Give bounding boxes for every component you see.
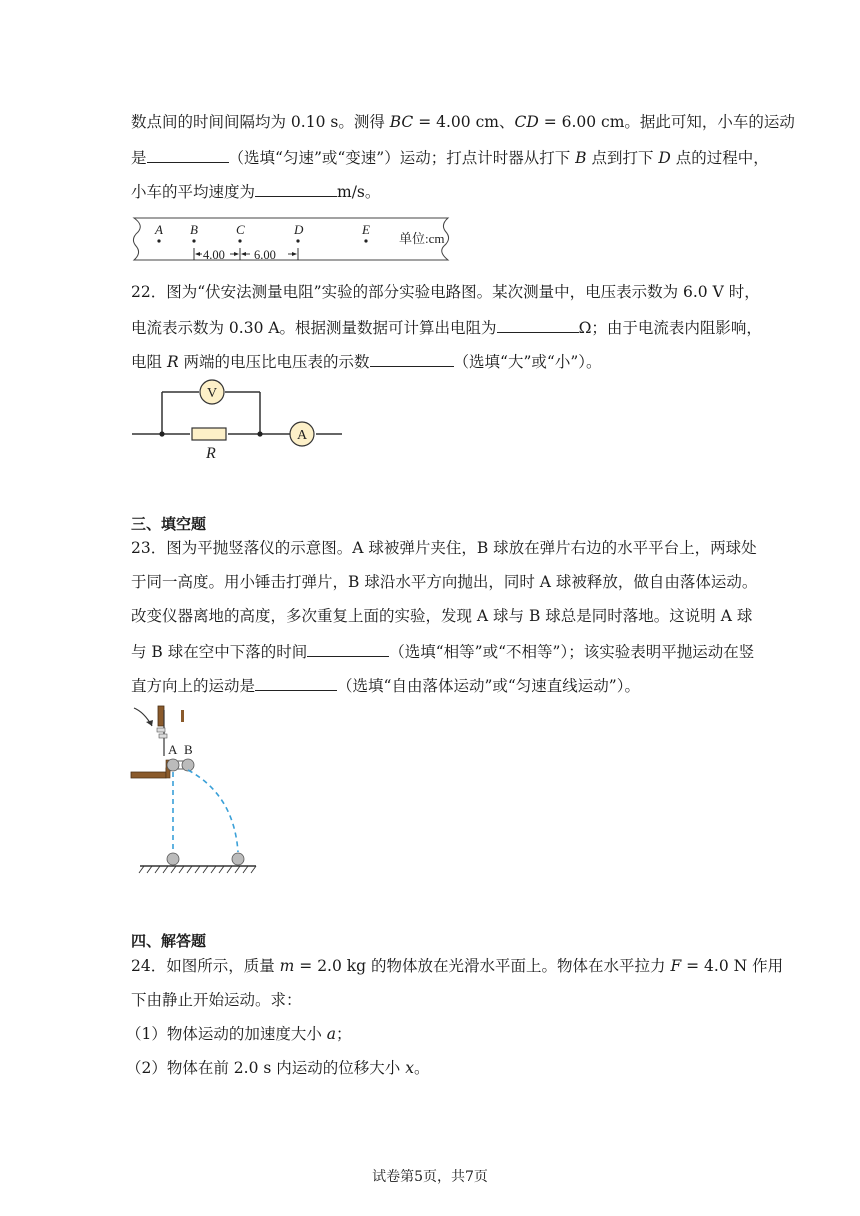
- q23-line-1: 23．图为平抛竖落仪的示意图。A 球被弹片夹住，B 球放在弹片右边的水平平台上，两球处: [131, 539, 757, 557]
- tape-label-e: E: [362, 222, 370, 237]
- tape-dot-e: [364, 239, 367, 242]
- platform-base: [131, 768, 170, 778]
- tape-dot-c: [238, 239, 241, 242]
- q23-line-2: 于同一高度。用小锤击打弹片，B 球沿水平方向抛出，同时 A 球被释放，做自由落体运动。: [131, 573, 758, 591]
- tape-dot-b: [192, 239, 195, 242]
- q22-line-1: 22．图为“伏安法测量电阻”实验的部分实验电路图。某次测量中，电压表示数为 6.0 V 时，: [131, 283, 760, 301]
- q21-line-3: 小车的平均速度为 m/s。: [131, 180, 380, 202]
- q24-subquestion-2: （2）物体在前 2.0 s 内运动的位移大小 x。: [126, 1059, 430, 1077]
- ticker-tape-figure: [126, 212, 456, 270]
- resistor-symbol: [192, 428, 226, 440]
- tape-dim-bc: 4.00: [203, 248, 225, 262]
- answer-blank-resistance[interactable]: [497, 316, 579, 333]
- tape-label-a: A: [155, 222, 163, 237]
- answer-blank-voltage[interactable]: [370, 350, 454, 367]
- q23-line-5: 直方向上的运动是 （选填“自由落体运动”或“匀速直线运动”）。: [131, 674, 640, 696]
- circuit-diagram: [128, 376, 348, 466]
- q22-line-3: 电阻 R 两端的电压比电压表的示数 （选填“大”或“小”）。: [131, 350, 602, 372]
- ball-a-top: [167, 759, 179, 771]
- ball-b-landed: [232, 853, 244, 865]
- q24-line-2: 下由静止开始运动。求：: [131, 991, 302, 1009]
- tape-dot-d: [296, 239, 299, 242]
- ball-b-top: [182, 759, 194, 771]
- q21-line-2: 是 （选填“匀速”或“变速”）运动；打点计时器从打下 B 点到打下 D 点的过程中，: [131, 146, 769, 168]
- section-title-fill-in: 三、填空题: [131, 515, 207, 533]
- resistor-label: R: [206, 445, 216, 462]
- tape-dim-cd: 6.00: [254, 248, 276, 262]
- tape-unit-label: 单位:cm: [399, 231, 445, 246]
- answer-blank-motion[interactable]: [147, 146, 229, 163]
- projectile-apparatus-figure: [126, 700, 266, 882]
- answer-blank-vertical-motion[interactable]: [255, 674, 337, 691]
- ball-b-label: B: [184, 742, 193, 757]
- q23-line-3: 改变仪器离地的高度，多次重复上面的实验，发现 A 球与 B 球总是同时落地。这说明 A 球: [131, 607, 753, 625]
- hammer-handle: [158, 706, 164, 726]
- q24-line-1: 24．如图所示，质量 m = 2.0 kg 的物体放在光滑水平面上。物体在水平拉力 F = 4.0 N 作用: [131, 957, 784, 975]
- section-title-problems: 四、解答题: [131, 932, 207, 950]
- voltmeter-label: V: [206, 386, 218, 401]
- q24-subquestion-1: （1）物体运动的加速度大小 a；: [126, 1025, 352, 1043]
- q23-line-4: 与 B 球在空中下落的时间 （选填“相等”或“不相等”）；该实验表明平抛运动在竖: [131, 640, 754, 662]
- q21-line-1: 数点间的时间间隔均为 0.10 s。测得 BC = 4.00 cm、CD = 6.00 cm。据此可知，小车的运动: [131, 113, 795, 131]
- tape-label-c: C: [236, 222, 245, 237]
- tape-label-b: B: [190, 222, 198, 237]
- tape-label-d: D: [294, 222, 304, 237]
- tape-dot-a: [157, 239, 160, 242]
- answer-blank-speed[interactable]: [255, 180, 337, 197]
- circuit-node-right: [257, 431, 262, 436]
- page-footer: 试卷第5页，共7页: [372, 1169, 488, 1185]
- answer-blank-time[interactable]: [307, 640, 389, 657]
- ball-b-path: [188, 770, 238, 852]
- ball-a-landed: [167, 853, 179, 865]
- ammeter-label: A: [296, 428, 308, 443]
- ground-hatching: [139, 866, 256, 873]
- circuit-node-left: [159, 431, 164, 436]
- ball-a-label: A: [168, 742, 178, 757]
- q22-line-2: 电流表示数为 0.30 A。根据测量数据可计算出电阻为 Ω；由于电流表内阻影响，: [131, 316, 762, 338]
- hammer-head: [181, 710, 184, 722]
